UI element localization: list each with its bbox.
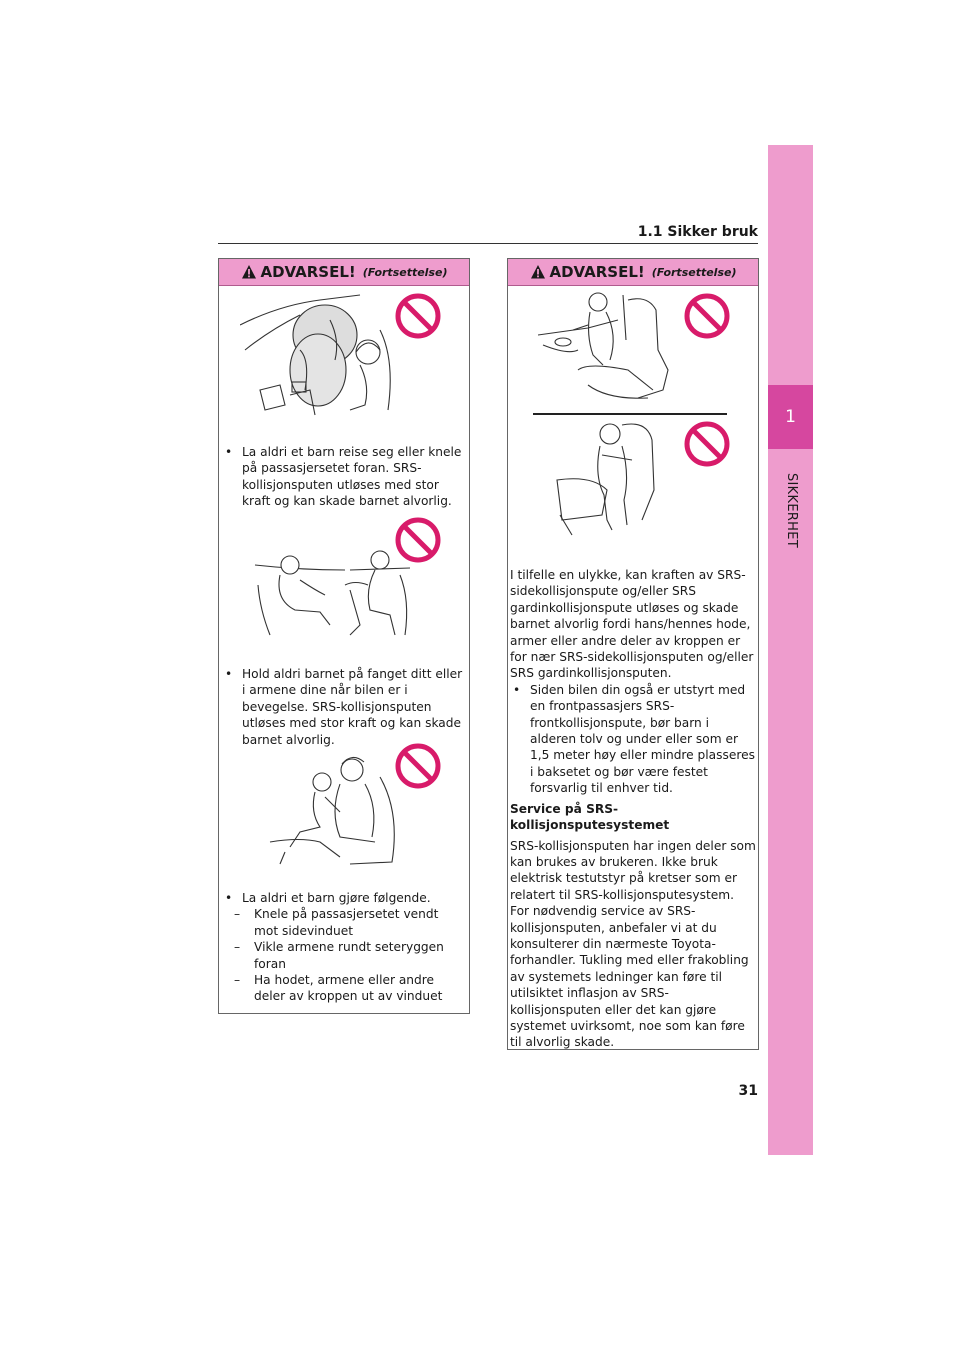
illustration-adult-holding-child [260, 752, 410, 867]
list-item: • La aldri et barn reise seg eller knele på passasjersetet foran. SRS-kollisjonsputen utløses med stor kraft og kan skade barnet alvorlig. [225, 445, 462, 509]
list-item: – Vikle armene rundt seteryggen foran [234, 940, 444, 971]
prohibition-icon [394, 742, 442, 790]
prohibition-icon [683, 420, 731, 468]
warning-triangle-icon [530, 264, 546, 280]
illustration-child-hugging-seatback [552, 420, 672, 540]
page-number: 31 [738, 1083, 758, 1099]
warning-triangle-icon [241, 264, 257, 280]
illustration-child-on-lap-driving [250, 540, 415, 640]
body-paragraph: SRS-kollisjonsputen har ingen deler som kan brukes av brukeren. Ikke bruk elektrisk testutstyr på kretser som er relatert til SRS-kollisjonsputesystem. For nødvendig service av SRS-kollisjonsputen, anbefaler vi at du konsulterer din nærmeste Toyota-forhandler. Tukling med eller frakobling av systemets ledninger kan føre til utilsiktet inflasjon av SRS-kollisjonsputen eller det kan gjøre systemet uvirksomt, noe som kan føre til alvorlig skade. [510, 838, 756, 1050]
warning-title: ADVARSEL! [549, 263, 645, 281]
prohibition-icon [394, 292, 442, 340]
section-title: 1.1 Sikker bruk [637, 224, 758, 240]
list-item: – Knele på passasjersetet vendt mot sidevinduet [234, 907, 439, 938]
section-heading: Service på SRS-kollisjonsputesystemet [510, 801, 670, 833]
warning-continued: (Fortsettelse) [651, 265, 737, 279]
prohibition-icon [394, 516, 442, 564]
list-item: – Ha hodet, armene eller andre deler av kroppen ut av vinduet [234, 973, 443, 1004]
chapter-side-tab [768, 145, 813, 1155]
illustration-child-kneeling-airbag [240, 290, 400, 420]
illustration-divider [533, 413, 727, 415]
list-item: • Hold aldri barnet på fanget ditt eller i armene dine når bilen er i bevegelse. SRS-kollisjonsputen utløses med stor kraft og kan skade barnet alvorlig. [225, 667, 463, 747]
list-item: • Siden bilen din også er utstyrt med en frontpassasjers SRS-frontkollisjonspute, bør barn i alderen tolv og under eller som er 1,5 meter høy eller mindre plasseres i baksetet og bør være festet forsvarlig til enhver tid. [513, 682, 755, 796]
list-item: • La aldri et barn gjøre følgende. [225, 891, 431, 905]
warning-header [508, 259, 758, 286]
chapter-number: 1 [768, 385, 813, 449]
illustration-child-at-side-window [538, 290, 678, 412]
warning-header [219, 259, 469, 286]
prohibition-icon [683, 292, 731, 340]
chapter-label: SIKKERHET [783, 472, 799, 548]
warning-title: ADVARSEL! [260, 263, 356, 281]
body-paragraph: I tilfelle en ulykke, kan kraften av SRS-sidekollisjonspute og/eller SRS gardinkollisjonspute utløses og skade barnet alvorlig fordi hans/hennes hode, armer eller andre deler av kroppen er for nær SRS-sidekollisjonsputen og/eller SRS gardinkollisjonsputen. [510, 568, 754, 681]
warning-continued: (Fortsettelse) [362, 265, 448, 279]
header-divider [218, 243, 758, 244]
